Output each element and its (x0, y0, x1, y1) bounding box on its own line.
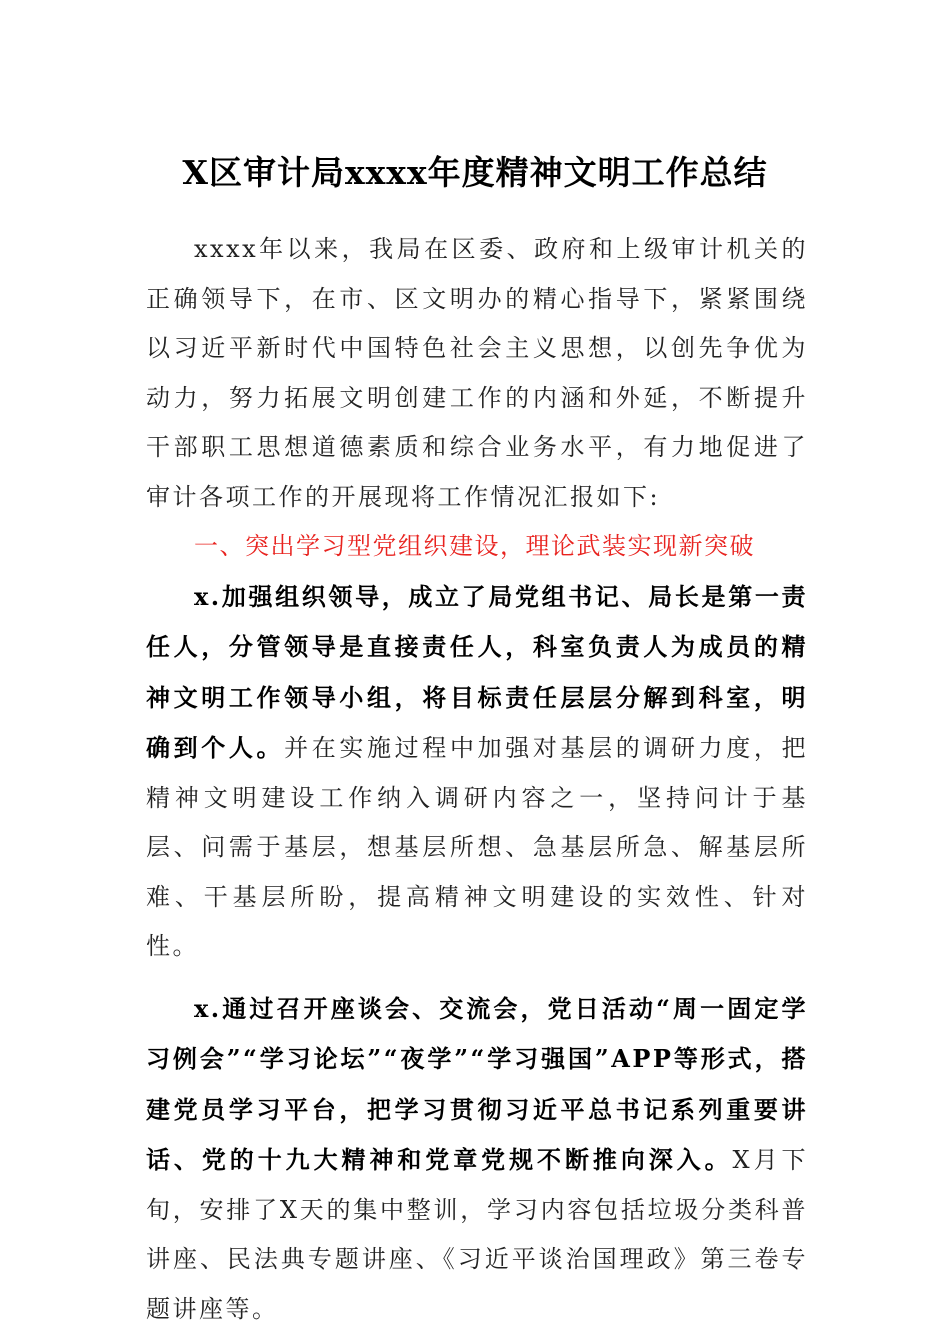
section-heading (146, 522, 808, 572)
document-body (146, 225, 808, 1334)
item-2-text: X月下旬，安排了X天的集中整训，学习内容包括垃圾分类科普讲座、民法典专题讲座、《习近平谈治国理政》第三卷专题讲座等。 (146, 1146, 808, 1323)
document-title: X区审计局xxxx年度精神文明工作总结 (182, 153, 768, 192)
intro-paragraph: xxxx年以来，我局在区委、政府和上级审计机关的正确领导下，在市、区文明办的精心指导下，紧紧围绕以习近平新时代中国特色社会主义思想，以创先争优为动力，努力拓展文明创建工作的内涵和外延，不断提升干部职工思想道德素质和综合业务水平，有力地促进了审计各项工作的开展现将工作情况汇报如下: (146, 235, 808, 511)
item-1-text: 并在实施过程中加强对基层的调研力度，把精神文明建设工作纳入调研内容之一，坚持问计于基层、问需于基层，想基层所想、急基层所急、解基层所难、干基层所盼，提高精神文明建设的实效性、针对性。 (146, 734, 809, 960)
item-2-bold-text: x.通过召开座谈会、交流会，党日活动“周一固定学习例会”“学习论坛”“夜学”“学习强国”APP等形式，搭建党员学习平台，把学习贯彻习近平总书记系列重要讲话、党的十九大精神和党章党规不断推向深入。 (146, 993, 808, 1174)
item-paragraph-2 (146, 984, 808, 1335)
item-paragraph-1 (146, 572, 808, 972)
item-1-bold-text: x.加强组织领导，成立了局党组书记、局长是第一责任人，分管领导是直接责任人，科室负责人为成员的精神文明工作领导小组，将目标责任层层分解到科室，明确到个人。 (146, 581, 808, 762)
section-heading-text: 一、突出学习型党组织建设，理论武装实现新突破 (194, 532, 755, 560)
